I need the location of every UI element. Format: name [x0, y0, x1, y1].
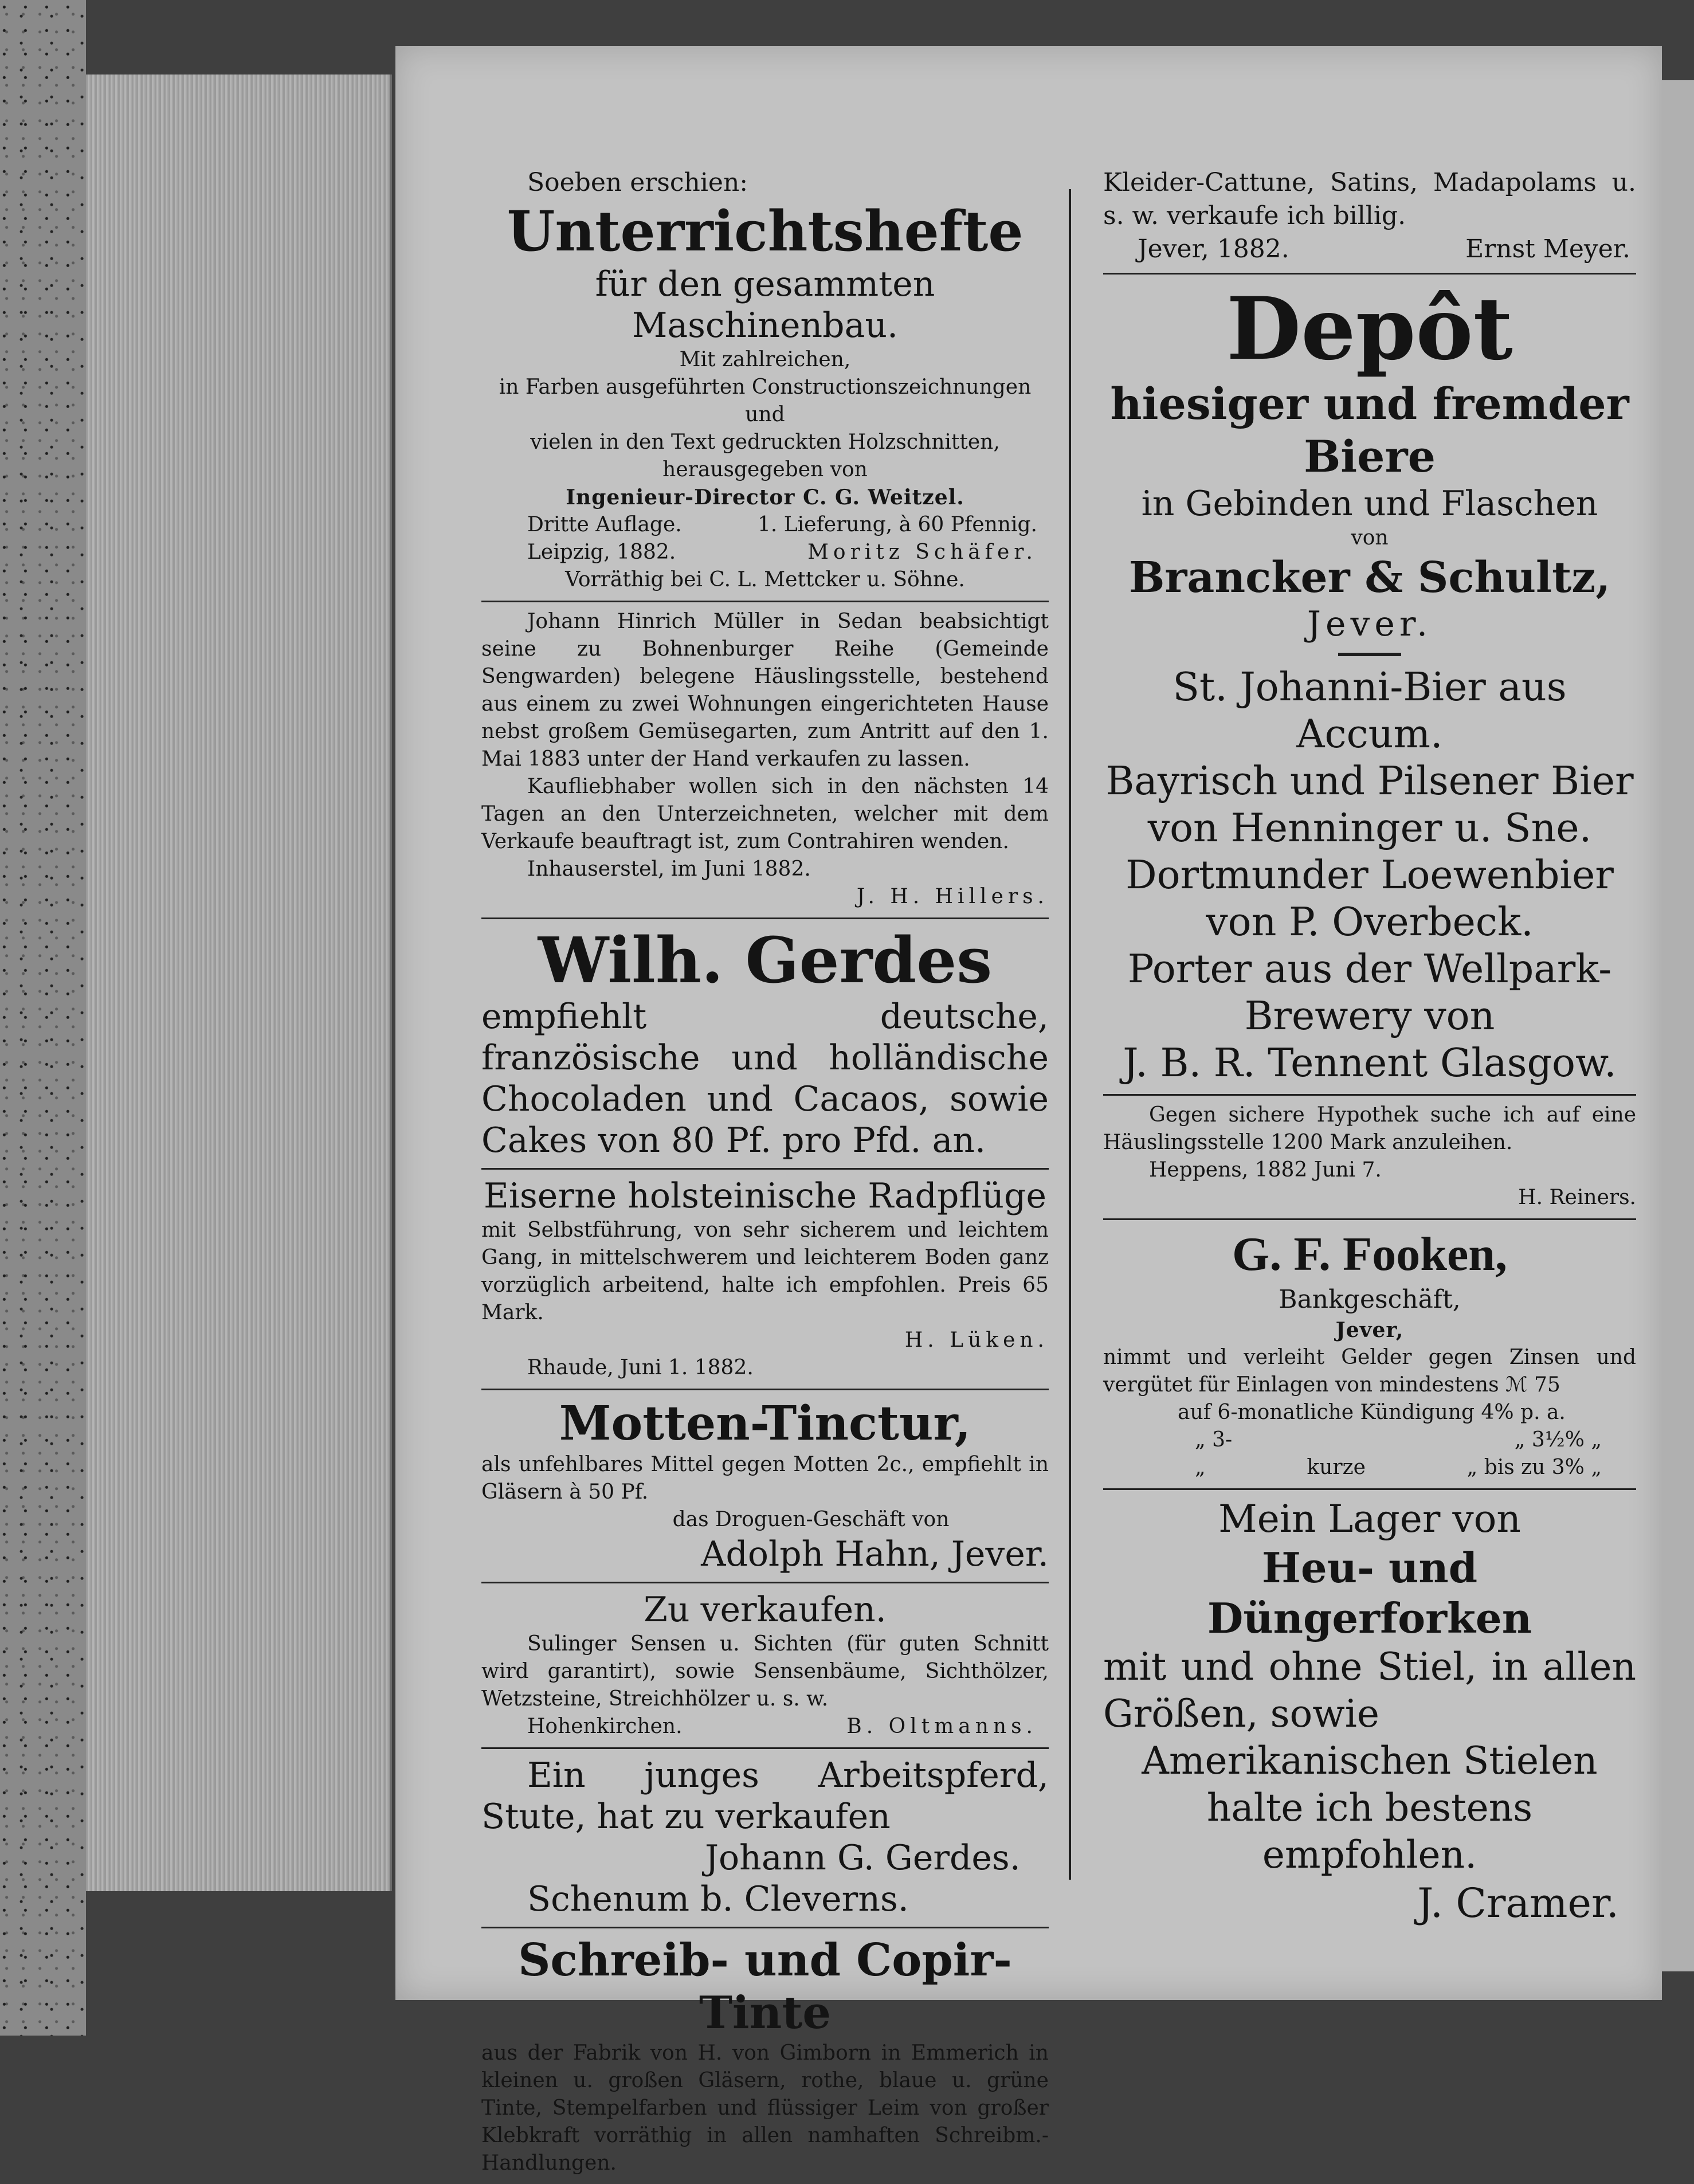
ad-signature: H. Lüken.: [904, 1328, 1049, 1352]
ad-row: [481, 539, 1049, 566]
ad-title: Eiserne holsteinische Radpflüge: [484, 1176, 1046, 1216]
ad-edition: Dritte Auflage.: [527, 513, 682, 536]
ad-town: Jever,: [1335, 1318, 1404, 1342]
ad-signature: Ernst Meyer.: [1465, 234, 1630, 264]
ad-line: das Droguen-Geschäft von: [672, 1508, 950, 1531]
ad-subtitle: für den gesammten Maschinenbau.: [595, 264, 935, 346]
beer-item: Bayrisch und Pilsener Bier von Henninger u. Sne.: [1105, 759, 1634, 851]
ad-line: hiesiger und fremder Biere: [1110, 378, 1629, 482]
ad-text: Kaufliebhaber wollen sich in den nächsten 14 Tagen an den Unterzeichneten, welcher mit dem Verkaufe beauftragt ist, zum Contrahiren wenden.: [481, 775, 1049, 853]
ad-signature: B. Oltmanns.: [846, 1715, 1037, 1738]
beer-item: Dortmunder Loewenbier von P. Overbeck.: [1126, 853, 1614, 945]
ad-text: mit Selbstführung, von sehr sicherem und leichtem Gang, in mittelschwerem und leichterem Boden ganz vorzüglich arbeitend, halte ich empfohlen. Preis 65 Mark.: [481, 1218, 1049, 1324]
ad-signature: Adolph Hahn, Jever.: [701, 1534, 1049, 1574]
rate-cell: kurze: [1307, 1456, 1366, 1479]
ad-title: Unterrichtshefte: [507, 199, 1024, 264]
ad-fooken-bank: [1103, 1220, 1636, 1490]
ad-text: empfiehlt deutsche, französische und holländische Chocoladen und Cacaos, sowie Cakes von 80 Pf. pro Pfd. an.: [481, 997, 1049, 1160]
rate-cell: „ 3-: [1195, 1428, 1233, 1452]
ad-signature: J. Cramer.: [1417, 1880, 1619, 1927]
ad-place: Leipzig, 1882.: [527, 540, 676, 564]
ad-town: Jever.: [1307, 604, 1433, 644]
rate-row: [1103, 1454, 1636, 1481]
ad-line: mit und ohne Stiel, in allen Größen, sowie: [1103, 1645, 1636, 1736]
ad-hypothek: [1103, 1096, 1636, 1220]
ad-line: in Farben ausgeführten Constructionszeichnungen und: [499, 375, 1032, 426]
ad-publisher: Moritz Schäfer.: [807, 540, 1037, 564]
ad-line: Mit zahlreichen,: [679, 348, 851, 371]
ad-signature: H. Reiners.: [1518, 1186, 1636, 1209]
ad-line: halte ich bestens empfohlen.: [1206, 1786, 1533, 1877]
ad-place: Schenum b. Cleverns.: [527, 1879, 909, 1919]
ad-line: von: [1351, 526, 1389, 550]
ad-title: Zu verkaufen.: [644, 1590, 887, 1630]
ad-arbeitspferd: [481, 1749, 1049, 1928]
ad-signature: Johann G. Gerdes.: [705, 1838, 1021, 1878]
ad-line: Heu- und Düngerforken: [1207, 1543, 1532, 1642]
ad-zu-verkaufen: [481, 1583, 1049, 1749]
ad-tinte: [481, 1928, 1049, 2184]
ad-title: Depôt: [1226, 279, 1513, 379]
ad-text: als unfehlbares Mittel gegen Motten 2c., empfiehlt in Gläsern à 50 Pf.: [481, 1453, 1049, 1504]
column-divider: [1069, 189, 1071, 1880]
ad-radpfluege: [481, 1170, 1049, 1390]
ad-line: herausgegeben von: [662, 458, 868, 481]
ad-haeuslingsstelle: [481, 602, 1049, 919]
ad-signature: J. H. Hillers.: [856, 885, 1049, 908]
ad-text: nimmt und verleiht Gelder gegen Zinsen und vergütet für Einlagen von mindestens ℳ 75: [1103, 1346, 1636, 1397]
ad-cramer-forken: [1103, 1490, 1636, 1935]
ad-title: Motten-Tinctur,: [559, 1396, 971, 1451]
rate-row: auf 6-monatliche Kündigung 4% p. a.: [1178, 1401, 1566, 1424]
ad-place: Inhauserstel, im Juni 1882.: [527, 857, 811, 881]
beer-item: J. B. R. Tennent Glasgow.: [1123, 1041, 1617, 1086]
ad-place: Heppens, 1882 Juni 7.: [1149, 1158, 1382, 1182]
rate-cell: „: [1195, 1456, 1206, 1479]
ad-text: Sulinger Sensen u. Sichten (für guten Schnitt wird garantirt), sowie Sensenbäume, Sichthölzer, Wetzsteine, Streichhölzer u. s. w.: [481, 1632, 1049, 1711]
beer-item: St. Johanni-Bier aus Accum.: [1173, 665, 1567, 757]
page-stack: [86, 75, 392, 1891]
ad-place: Rhaude, Juni 1. 1882.: [527, 1356, 754, 1379]
ad-gerdes-chocolade: [481, 919, 1049, 1170]
ad-line: vielen in den Text gedruckten Holzschnitten,: [530, 430, 1000, 454]
rate-cell: „ bis zu 3% „: [1466, 1456, 1602, 1479]
right-column: [1103, 160, 1636, 1935]
ad-sub: Bankgeschäft,: [1279, 1285, 1461, 1314]
beer-item: Porter aus der Wellpark-Brewery von: [1127, 947, 1612, 1039]
ad-text: Kleider-Cattune, Satins, Madapolams u. s. w. verkaufe ich billig.: [1103, 168, 1636, 230]
ad-unterrichtshefte: [481, 160, 1049, 602]
ad-row: [481, 511, 1049, 539]
ad-row: [1103, 233, 1636, 266]
ad-kleider-cattune: [1103, 160, 1636, 275]
ad-depot-biere: [1103, 275, 1636, 1096]
ad-title: Schreib- und Copir-Tinte: [518, 1934, 1012, 2039]
ad-line: Mein Lager von: [1218, 1497, 1521, 1541]
ad-price: 1. Lieferung, à 60 Pfennig.: [757, 513, 1037, 536]
short-rule: [1338, 653, 1401, 656]
ad-text: Gegen sichere Hypothek suche ich auf eine Häuslingsstelle 1200 Mark anzuleihen.: [1103, 1103, 1636, 1154]
rate-row: [1103, 1426, 1636, 1454]
ad-intro: Soeben erschien:: [527, 168, 748, 197]
ad-text: aus der Fabrik von H. von Gimborn in Emmerich in kleinen u. großen Gläsern, rothe, blaue u. grüne Tinte, Stempelfarben und flüssiger Leim von großer Klebkraft vorräthig in allen namhaften Schreibm.-Handlungen.: [481, 2041, 1049, 2175]
ad-line: Amerikanischen Stielen: [1142, 1739, 1598, 1783]
ad-firm: Brancker & Schultz,: [1128, 553, 1611, 602]
ad-line: in Gebinden und Flaschen: [1141, 484, 1598, 524]
ad-text: Johann Hinrich Müller in Sedan beabsichtigt seine zu Bohnenburger Reihe (Gemeinde Sengwarden) belegene Häuslingsstelle, bestehend aus einem zu zwei Wohnungen eingerichteten Hause nebst großem Gemüsegarten, zum Antritt auf den 1. Mai 1883 unter der Hand verkaufen zu lassen.: [481, 610, 1049, 771]
ad-place: Hohenkirchen.: [527, 1715, 683, 1738]
ad-motten-tinctur: [481, 1390, 1049, 1583]
rate-cell: „ 3½% „: [1514, 1428, 1602, 1452]
ad-text: Ein junges Arbeitspferd, Stute, hat zu verkaufen: [481, 1755, 1049, 1837]
left-column: [481, 160, 1049, 2184]
ad-line: Vorräthig bei C. L. Mettcker u. Söhne.: [565, 568, 965, 591]
book-edge-speckled: [0, 0, 86, 2036]
ad-title: Wilh. Gerdes: [538, 923, 993, 997]
ad-line: Ingenieur-Director C. G. Weitzel.: [566, 485, 964, 509]
ad-title: G. F. Fooken,: [1232, 1228, 1507, 1281]
next-page-edge: [1662, 80, 1694, 1971]
ad-place: Jever, 1882.: [1138, 234, 1289, 264]
ad-row: [481, 1713, 1049, 1740]
